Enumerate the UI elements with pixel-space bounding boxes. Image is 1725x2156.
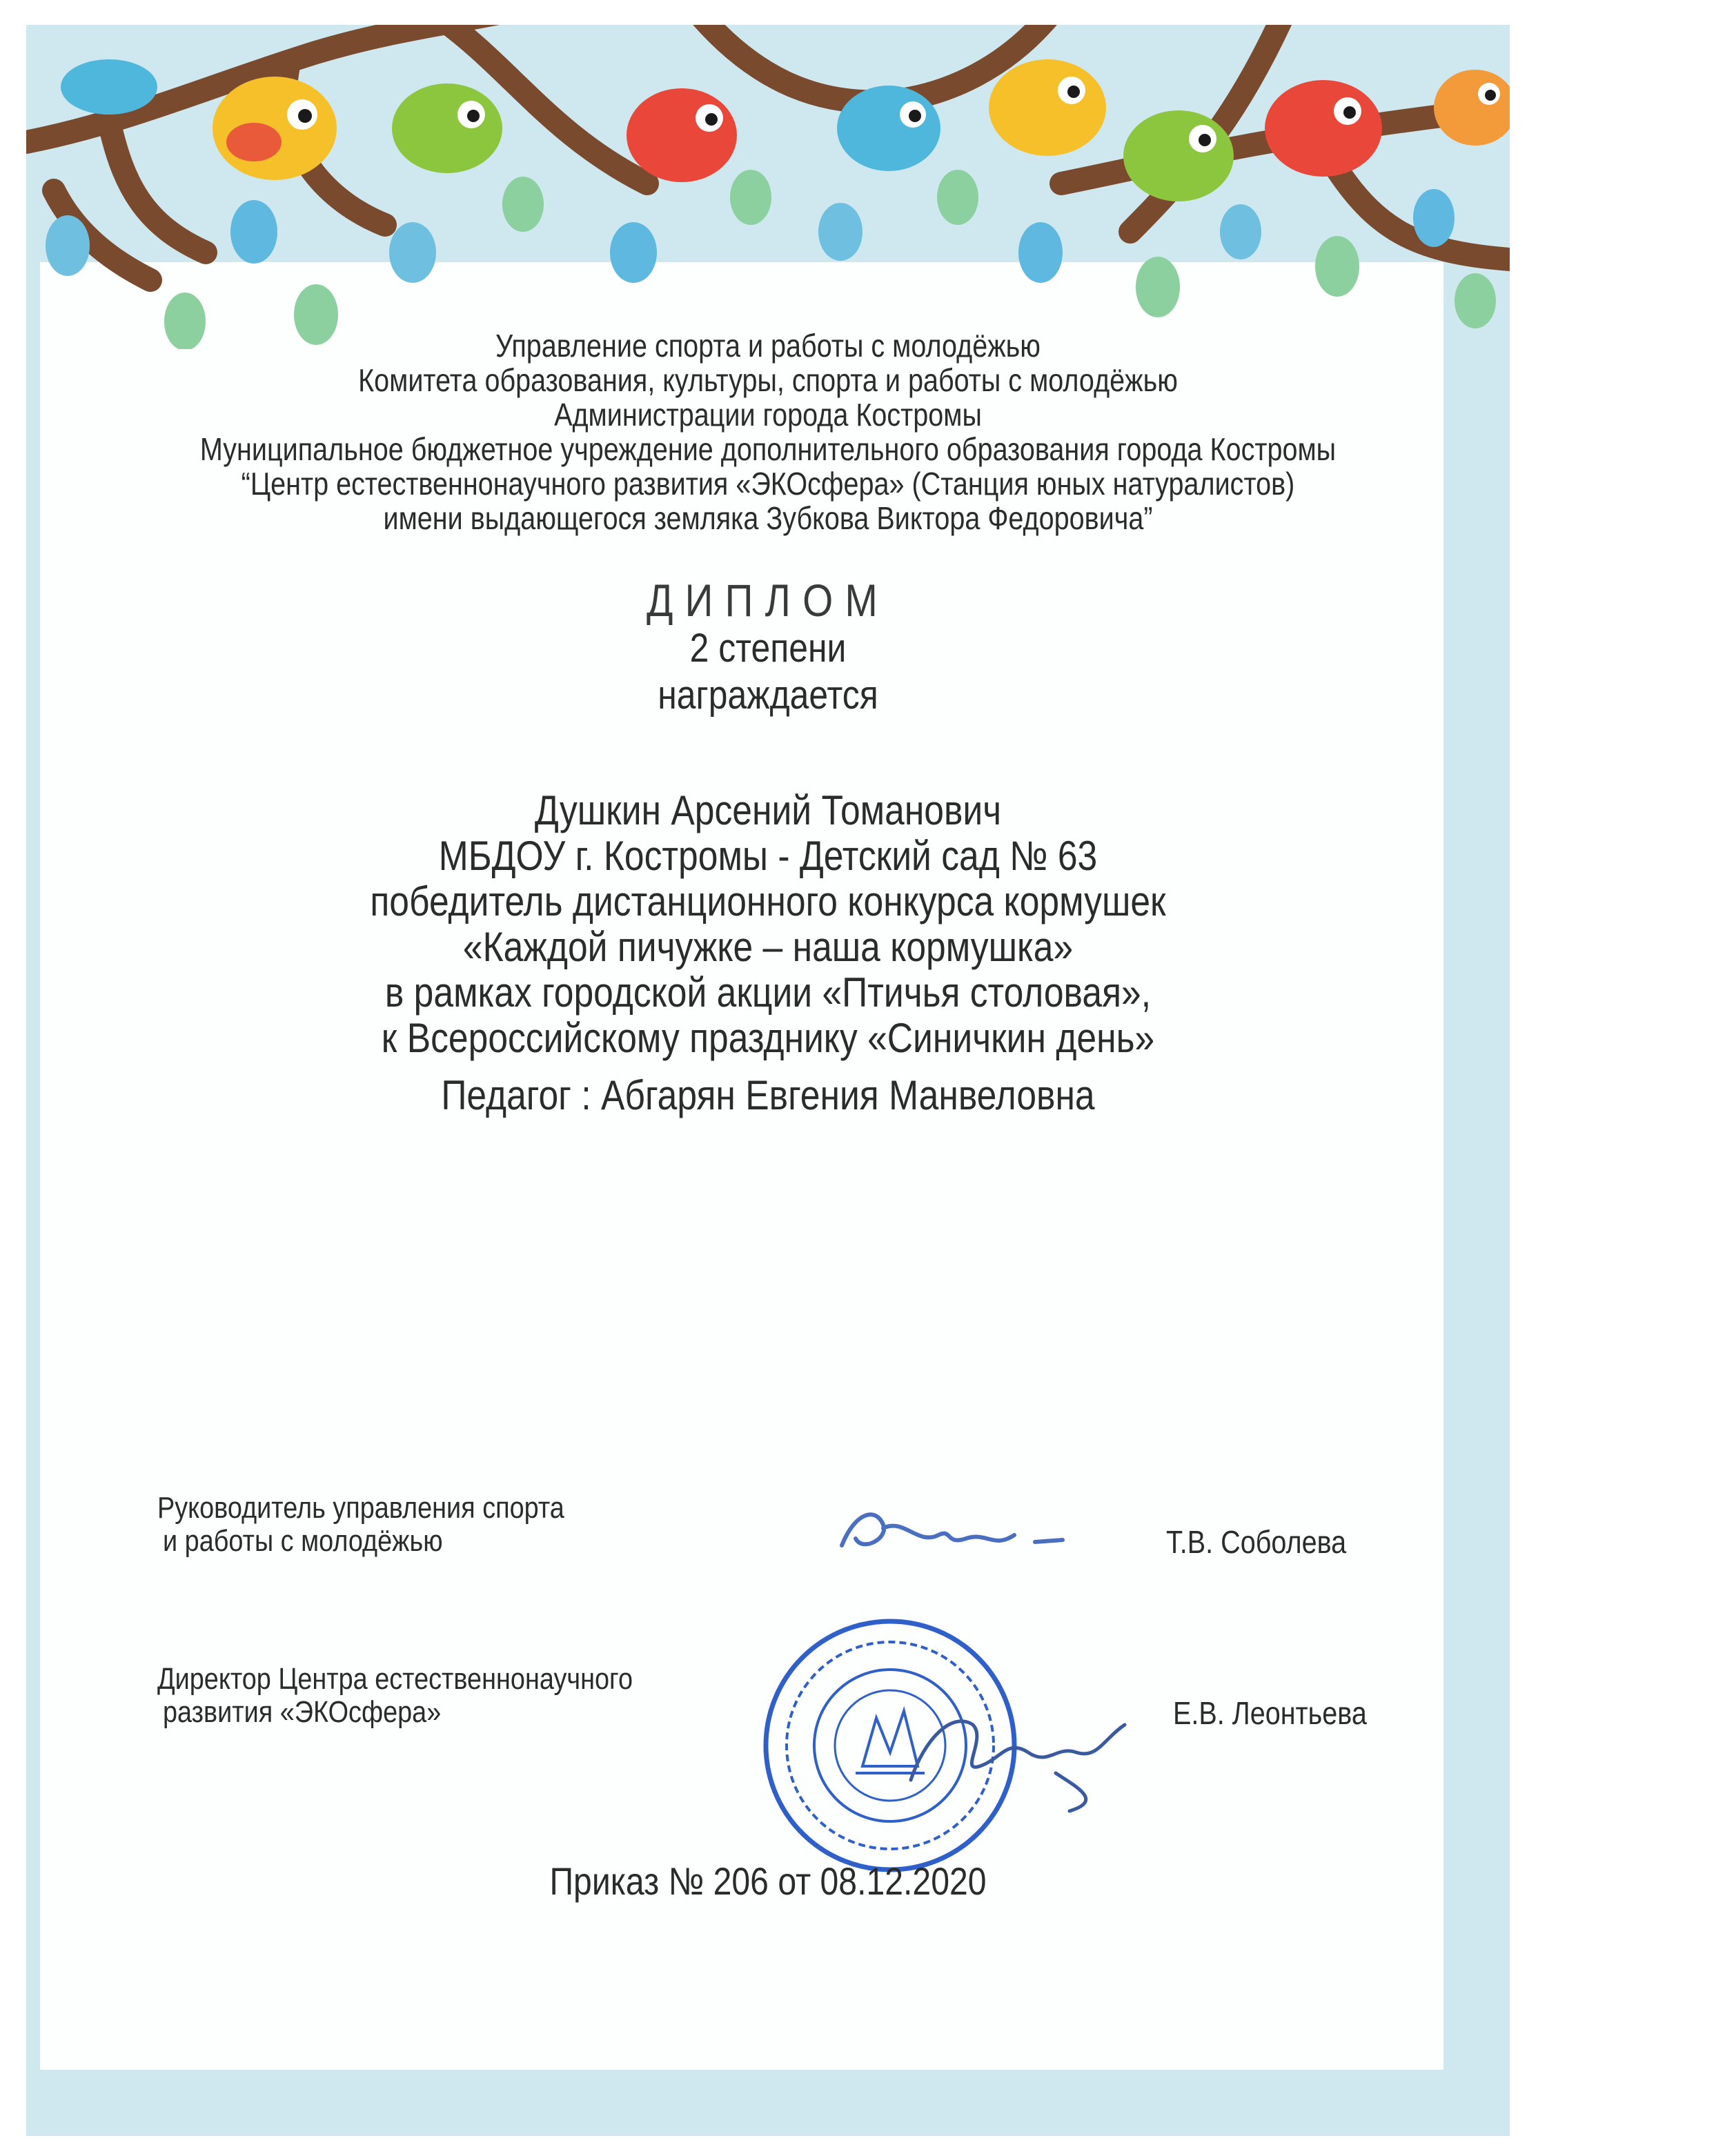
org-line-6: имени выдающегося земляка Зубкова Виктора Федоровича” <box>383 500 1153 536</box>
recipient-name: Душкин Арсений Томанович <box>534 787 1002 833</box>
org-line-1: Управление спорта и работы с молодёжью <box>495 328 1041 364</box>
diploma-title: ДИПЛОМ <box>647 575 889 626</box>
teacher-line: Педагог : Абгарян Евгения Манвеловна <box>441 1072 1095 1118</box>
signer-2-role-line-1: Директор Центра естественнонаучного <box>157 1662 633 1696</box>
signer-1-role-line-1: Руководитель управления спорта <box>157 1491 564 1525</box>
awarded-text: награждается <box>658 673 878 718</box>
achievement-line: победитель дистанционного конкурса кормушек <box>370 878 1166 924</box>
diploma-degree: 2 степени <box>689 626 847 671</box>
holiday-line: к Всероссийскому празднику «Синичкин день» <box>381 1015 1155 1061</box>
org-line-4: Муниципальное бюджетное учреждение дополнительного образования города Костромы <box>199 431 1337 467</box>
contest-title: «Каждой пичужке – наша кормушка» <box>462 924 1074 970</box>
org-line-5: “Центр естественнонаучного развития «ЭКОсфера» (Станция юных натуралистов) <box>241 466 1295 502</box>
order-number: Приказ № 206 от 08.12.2020 <box>549 1859 987 1903</box>
signer-1-role-line-2: и работы с молодёжью <box>163 1524 443 1558</box>
signer-2-role-line-2: развития «ЭКОсфера» <box>163 1695 442 1729</box>
handwritten-signature-1 <box>835 1497 1083 1573</box>
campaign-line: в рамках городской акции «Птичья столовая», <box>384 969 1152 1016</box>
org-line-2: Комитета образования, культуры, спорта и работы с молодёжью <box>358 362 1178 398</box>
signer-2-name: Е.В. Леонтьева <box>1173 1695 1367 1731</box>
recipient-institution: МБДОУ г. Костромы - Детский сад № 63 <box>438 833 1098 879</box>
signer-1-name: Т.В. Соболева <box>1166 1524 1347 1560</box>
handwritten-signature-2 <box>897 1697 1145 1814</box>
org-line-3: Администрации города Костромы <box>554 397 982 433</box>
